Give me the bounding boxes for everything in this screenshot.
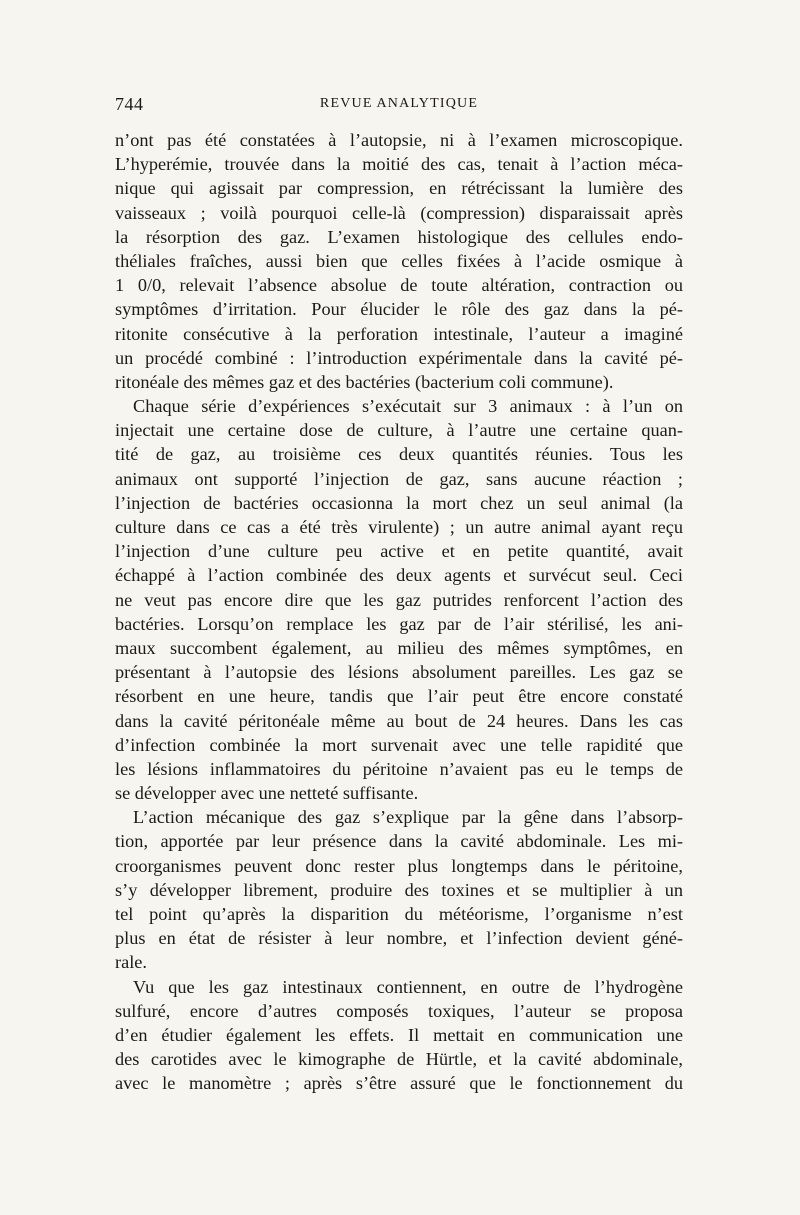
text-line: d’en étudier également les effets. Il mettait en communication une	[115, 1024, 683, 1045]
text-line: injectait une certaine dose de culture, à l’autre une certaine quan-	[115, 420, 683, 441]
text-line: se développer avec une netteté suffisante.	[115, 783, 419, 804]
text-line: la résorption des gaz. L’examen histologique des cellules endo-	[115, 226, 683, 247]
text-line: avec le manomètre ; après s’être assuré que le fonctionnement du	[115, 1073, 683, 1094]
text-line: ne veut pas encore dire que les gaz putrides renforcent l’action des	[115, 589, 683, 610]
text-line: vaisseaux ; voilà pourquoi celle-là (compression) disparaissait après	[115, 202, 683, 223]
text-line: ritonéale des mêmes gaz et des bactéries (bacterium coli commune).	[115, 371, 614, 392]
text-line: des carotides avec le kimographe de Hürtle, et la cavité abdominale,	[115, 1049, 683, 1070]
text-line: L’action mécanique des gaz s’explique par la gêne dans l’absorp-	[133, 807, 683, 828]
body-text	[115, 128, 683, 1096]
text-line: rale.	[115, 952, 147, 973]
text-line: croorganismes peuvent donc rester plus longtemps dans le péritoine,	[115, 855, 683, 876]
text-line: échappé à l’action combinée des deux agents et survécut seul. Ceci	[115, 565, 683, 586]
running-head: REVUE ANALYTIQUE	[319, 96, 479, 111]
text-line: Chaque série d’expériences s’exécutait sur 3 animaux : à l’un on	[133, 396, 683, 417]
text-line: s’y développer librement, produire des toxines et se multiplier à un	[115, 879, 683, 900]
text-line: sulfuré, encore d’autres composés toxiques, l’auteur se proposa	[115, 1000, 683, 1021]
page-header	[115, 94, 683, 120]
page-number: 744	[115, 94, 144, 114]
text-line: un procédé combiné : l’introduction expérimentale dans la cavité pé-	[115, 347, 683, 368]
text-line: animaux ont supporté l’injection de gaz, sans aucune réaction ;	[115, 468, 683, 489]
text-line: 1 0/0, relevait l’absence absolue de toute altération, contraction ou	[115, 275, 683, 296]
text-line: l’injection d’une culture peu active et en petite quantité, avait	[115, 541, 683, 562]
text-line: ritonite consécutive à la perforation intestinale, l’auteur a imaginé	[115, 323, 683, 344]
text-line: présentant à l’autopsie des lésions absolument pareilles. Les gaz se	[115, 662, 683, 683]
text-line: l’injection de bactéries occasionna la mort chez un seul animal (la	[115, 492, 683, 513]
text-line: culture dans ce cas a été très virulente) ; un autre animal ayant reçu	[115, 517, 683, 537]
text-line: théliales fraîches, aussi bien que celles fixées à l’acide osmique à	[115, 250, 683, 271]
text-line: tel point qu’après la disparition du météorisme, l’organisme n’est	[115, 904, 683, 924]
text-line: résorbent en une heure, tandis que l’air peut être encore constaté	[115, 686, 683, 707]
text-line: dans la cavité péritonéale même au bout de 24 heures. Dans les cas	[115, 710, 683, 731]
text-line: d’infection combinée la mort survenait avec une telle rapidité que	[115, 734, 683, 755]
text-line: n’ont pas été constatées à l’autopsie, ni à l’examen microscopique.	[115, 130, 683, 150]
text-line: tion, apportée par leur présence dans la cavité abdominale. Les mi-	[115, 831, 683, 852]
text-line: maux succombent également, au milieu des mêmes symptômes, en	[115, 637, 683, 658]
text-line: symptômes d’irritation. Pour élucider le rôle des gaz dans la pé-	[115, 299, 683, 320]
text-line: nique qui agissait par compression, en rétrécissant la lumière des	[115, 178, 683, 199]
text-line: les lésions inflammatoires du péritoine n’avaient pas eu le temps de	[115, 758, 683, 779]
text-line: Vu que les gaz intestinaux contiennent, en outre de l’hydrogène	[133, 976, 683, 997]
text-line: L’hyperémie, trouvée dans la moitié des cas, tenait à l’action méca-	[115, 154, 683, 175]
text-line: tité de gaz, au troisième ces deux quantités réunies. Tous les	[115, 444, 683, 465]
text-line: plus en état de résister à leur nombre, et l’infection devient géné-	[115, 928, 683, 949]
text-line: bactéries. Lorsqu’on remplace les gaz par de l’air stérilisé, les ani-	[115, 613, 683, 634]
